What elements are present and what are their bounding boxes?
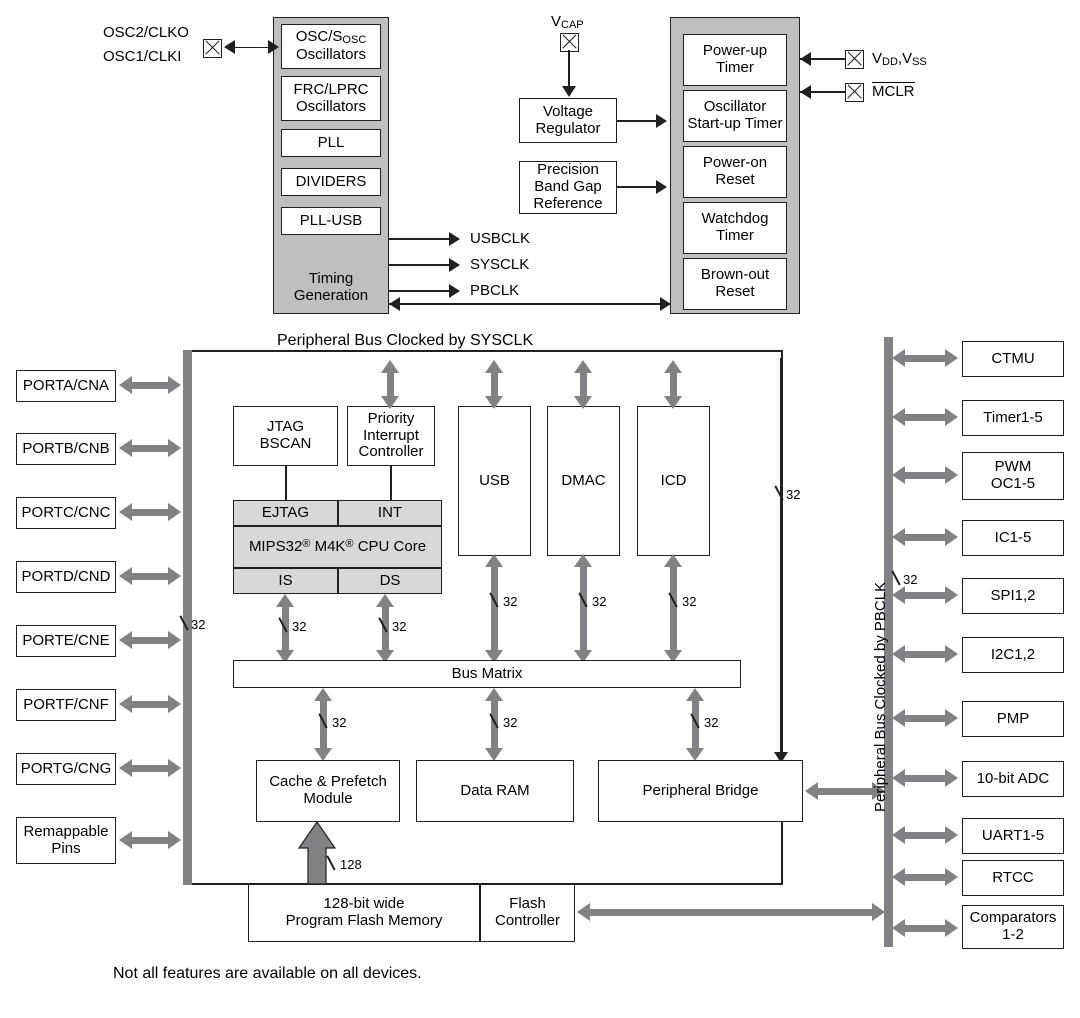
vdd-vss-label: VDD,VSS (872, 50, 927, 68)
pll-block (281, 129, 381, 157)
comparators-arrow-left (892, 919, 905, 937)
dmac-label: DMAC (561, 471, 606, 489)
icd-width-label: 32 (682, 594, 697, 609)
osc-sosc-oscillators-block (281, 24, 381, 69)
pic-top-arrow-down (381, 396, 399, 409)
icd-label: ICD (660, 471, 687, 489)
dividers-label: DIVIDERS (295, 172, 367, 190)
vdd-vss-pin (845, 50, 864, 69)
jtag-bscan-label: JTAG BSCAN (259, 418, 312, 452)
icd-arrow-up (664, 554, 682, 567)
timer-arrow-left (892, 408, 905, 426)
power-on-reset-block (683, 146, 787, 198)
peripheral-label: CTMU (991, 349, 1035, 367)
bandgap-reference-label: Precision Band Gap Reference (533, 161, 603, 212)
pmp-arrow-right (945, 709, 958, 727)
dmac-width-label: 32 (592, 594, 607, 609)
porta-arrow-left (119, 376, 132, 394)
pbclk-width-label: 32 (903, 572, 918, 587)
pbclk-line (389, 290, 451, 292)
flash-controller-block (480, 884, 575, 942)
cache-arrow-up (314, 688, 332, 701)
usb-top-arrow-up (485, 360, 503, 373)
spi-arrow-right (945, 586, 958, 604)
pwm-bus (903, 472, 947, 479)
cache-prefetch-label: Cache & Prefetch Module (269, 773, 387, 807)
osc1-clki-label: OSC1/CLKI (103, 48, 182, 65)
dataram-width-label: 32 (503, 715, 518, 730)
dmac-block (547, 406, 620, 556)
cpu-core-label: MIPS32® M4K® CPU Core (248, 538, 427, 556)
uart-arrow-right (945, 826, 958, 844)
peripheral-timer1-5 (962, 400, 1064, 436)
bus-matrix-block (233, 660, 741, 688)
right-branch-width-label: 32 (786, 487, 801, 502)
footnote: Not all features are available on all devices. (113, 965, 422, 982)
ctmu-bus (903, 355, 947, 362)
portg-arrow-left (119, 759, 132, 777)
priority-interrupt-controller-block (347, 406, 435, 466)
ds-width-label: 32 (392, 619, 407, 634)
bridge-arrow-up (686, 688, 704, 701)
port-portb-cnb (16, 433, 116, 465)
adc-arrow-left (892, 769, 905, 787)
timing-reset-arrow-left (389, 297, 400, 311)
portd-arrow-right (168, 567, 181, 585)
icd-top-arrow-down (664, 396, 682, 409)
peripheral-label: Timer1-5 (983, 408, 1043, 426)
oscillator-startup-timer-label: Oscillator Start-up Timer (687, 98, 783, 132)
is-width-label: 32 (292, 619, 307, 634)
i2c-bus (903, 651, 947, 658)
peripheral-label: I2C1,2 (990, 645, 1036, 663)
adc-bus (903, 775, 947, 782)
portc-bus (130, 509, 170, 516)
flash-controller-label: Flash Controller (494, 895, 561, 929)
regulator-link-line (617, 120, 660, 122)
ds-label: DS (379, 571, 401, 589)
peripheral-pmp (962, 701, 1064, 737)
peripheral-pwm-oc1-5 (962, 452, 1064, 500)
usb-width-label: 32 (503, 594, 518, 609)
brown-out-reset-block (683, 258, 787, 310)
peripheral-spi1-2 (962, 578, 1064, 614)
sysclk-arrow (449, 258, 460, 272)
sysclk-line (389, 264, 451, 266)
oscillator-startup-timer-block (683, 90, 787, 142)
bus-matrix-label: Bus Matrix (451, 664, 523, 682)
dmac-top-arrow-down (574, 396, 592, 409)
dmac-top-arrow-up (574, 360, 592, 373)
pbclk-arrow (449, 284, 460, 298)
brown-out-reset-label: Brown-out Reset (700, 266, 770, 300)
mclr-pin (845, 83, 864, 102)
peripheral-rtcc (962, 860, 1064, 896)
peripheral-comparators (962, 905, 1064, 949)
portf-arrow-right (168, 695, 181, 713)
usb-label: USB (479, 471, 510, 489)
remappable-bus (130, 837, 170, 844)
usbclk-label: USBCLK (470, 230, 531, 247)
comparators-bus (903, 925, 947, 932)
peripheral-label: Comparators 1-2 (969, 909, 1057, 943)
peripheral-label: IC1-5 (994, 528, 1032, 546)
peripheral-label: 10-bit ADC (976, 769, 1050, 787)
is-block (233, 568, 338, 594)
port-label: PORTA/CNA (22, 376, 110, 394)
program-flash-memory-block (248, 884, 480, 942)
peripheral-uart1-5 (962, 818, 1064, 854)
port-label: PORTC/CNC (21, 503, 111, 521)
peripheral-label: UART1-5 (981, 826, 1045, 844)
watchdog-timer-block (683, 202, 787, 254)
bandgap-reference-block (519, 161, 617, 214)
usbclk-arrow (449, 232, 460, 246)
ctmu-arrow-left (892, 349, 905, 367)
osc-connector-line (232, 47, 272, 49)
portc-arrow-right (168, 503, 181, 521)
bridge-pbclk-arrow-left (805, 782, 818, 800)
peripheral-bridge-block (598, 760, 803, 822)
power-on-reset-label: Power-on Reset (702, 154, 768, 188)
pic-top-arrow-up (381, 360, 399, 373)
usb-bus (491, 562, 498, 654)
bridge-pbclk-bus (816, 788, 878, 795)
ic-arrow-right (945, 528, 958, 546)
port-porta-cna (16, 370, 116, 402)
dmac-bus (580, 562, 587, 654)
usb-arrow-up (485, 554, 503, 567)
sysclk-label: SYSCLK (470, 256, 530, 273)
portd-bus (130, 573, 170, 580)
timing-generation-label: Timing Generation (293, 270, 369, 305)
port-label: PORTB/CNB (22, 439, 110, 457)
ds-block (338, 568, 442, 594)
port-portf-cnf (16, 689, 116, 721)
port-portd-cnd (16, 561, 116, 593)
rtcc-bus (903, 874, 947, 881)
adc-arrow-right (945, 769, 958, 787)
portf-bus (130, 701, 170, 708)
jtag-ejtag-line (285, 466, 287, 500)
program-flash-memory-label: 128-bit wide Program Flash Memory (285, 895, 443, 929)
timer-bus (903, 414, 947, 421)
bridge-width-label: 32 (704, 715, 719, 730)
ic-arrow-left (892, 528, 905, 546)
pwm-arrow-right (945, 466, 958, 484)
spi-arrow-left (892, 586, 905, 604)
port-label: PORTD/CND (21, 567, 111, 585)
frc-lprc-oscillators-block (281, 76, 381, 121)
power-up-timer-label: Power-up Timer (702, 42, 768, 76)
portb-arrow-left (119, 439, 132, 457)
osc-arrow-right (268, 40, 279, 54)
pmp-bus (903, 715, 947, 722)
portf-arrow-left (119, 695, 132, 713)
peripheral-bridge-label: Peripheral Bridge (642, 781, 759, 799)
frc-lprc-label: FRC/LPRC Oscillators (293, 80, 369, 115)
icd-block (637, 406, 710, 556)
pwm-arrow-left (892, 466, 905, 484)
portg-bus (130, 765, 170, 772)
porte-bus (130, 637, 170, 644)
regulator-arrow (656, 114, 667, 128)
ctmu-arrow-right (945, 349, 958, 367)
vcap-line (568, 50, 570, 90)
voltage-regulator-label: Voltage Regulator (535, 102, 601, 137)
dmac-arrow-up (574, 554, 592, 567)
peripheral-label: RTCC (992, 868, 1034, 886)
vdd-arrow (800, 52, 811, 66)
portd-arrow-left (119, 567, 132, 585)
osc-arrow-left (224, 40, 235, 54)
port-label: PORTF/CNF (23, 695, 109, 713)
flash-cache-128-arrow (295, 822, 355, 884)
remappable-arrow-right (168, 831, 181, 849)
watchdog-timer-label: Watchdog Timer (701, 210, 769, 244)
portg-arrow-right (168, 759, 181, 777)
vcap-label: VCAP (551, 13, 584, 31)
peripheral-adc (962, 761, 1064, 797)
cache-width-label: 32 (332, 715, 347, 730)
porte-arrow-right (168, 631, 181, 649)
dividers-block (281, 168, 381, 196)
jtag-bscan-block (233, 406, 338, 466)
i2c-arrow-right (945, 645, 958, 663)
data-ram-label: Data RAM (460, 781, 530, 799)
ejtag-label: EJTAG (261, 503, 310, 521)
port-porte-cne (16, 625, 116, 657)
i2c-arrow-left (892, 645, 905, 663)
int-label: INT (377, 503, 403, 521)
portb-arrow-right (168, 439, 181, 457)
peripheral-label: PWM OC1-5 (990, 458, 1036, 492)
comparators-arrow-right (945, 919, 958, 937)
icd-bus (670, 562, 677, 654)
mclr-label: MCLR (872, 83, 915, 100)
peripheral-label: PMP (996, 709, 1030, 727)
dataram-arrow-up (485, 688, 503, 701)
pll-label: PLL (317, 133, 345, 151)
cache-prefetch-module-block (256, 760, 400, 822)
is-arrow-up (276, 594, 294, 607)
osc2-clko-label: OSC2/CLKO (103, 24, 189, 41)
port-label: PORTG/CNG (20, 759, 112, 777)
pll-usb-label: PLL-USB (299, 211, 363, 229)
uart-arrow-left (892, 826, 905, 844)
sysclk-bus-caption: Peripheral Bus Clocked by SYSCLK (277, 332, 534, 349)
porte-arrow-left (119, 631, 132, 649)
data-ram-block (416, 760, 574, 822)
ejtag-block (233, 500, 338, 526)
ic-bus (903, 534, 947, 541)
voltage-regulator-block (519, 98, 617, 143)
porta-arrow-right (168, 376, 181, 394)
bandgap-link-line (617, 186, 660, 188)
porta-bus (130, 382, 170, 389)
pbclk-bus-caption: Peripheral Bus Clocked by PBCLK (872, 581, 889, 812)
portb-bus (130, 445, 170, 452)
peripheral-label: SPI1,2 (990, 586, 1036, 604)
bandgap-arrow (656, 180, 667, 194)
port-label: Remappable Pins (23, 822, 109, 857)
priority-interrupt-controller-label: Priority Interrupt Controller (358, 409, 424, 461)
usb-top-arrow-down (485, 396, 503, 409)
mclr-arrow (800, 85, 811, 99)
flash-width-label: 128 (340, 857, 362, 872)
ds-arrow-up (376, 594, 394, 607)
remappable-arrow-left (119, 831, 132, 849)
pll-usb-block (281, 207, 381, 235)
pmp-arrow-left (892, 709, 905, 727)
timer-arrow-right (945, 408, 958, 426)
vcap-arrow-down (562, 86, 576, 97)
osc-sosc-label: OSC/SOSC Oscillators (295, 28, 367, 63)
timing-reset-link-line (389, 303, 670, 305)
portc-arrow-left (119, 503, 132, 521)
usbclk-line (389, 238, 451, 240)
spi-bus (903, 592, 947, 599)
port-remappable-pins (16, 817, 116, 864)
power-up-timer-block (683, 34, 787, 86)
peripheral-i2c1-2 (962, 637, 1064, 673)
cpu-core-block (233, 526, 442, 568)
left-bus-width-label: 32 (191, 617, 206, 632)
peripheral-ic1-5 (962, 520, 1064, 556)
peripheral-ctmu (962, 341, 1064, 377)
sysclk-right-branch-v (780, 358, 782, 758)
pic-int-line (390, 466, 392, 500)
port-portc-cnc (16, 497, 116, 529)
is-label: IS (278, 571, 293, 589)
int-block (338, 500, 442, 526)
port-label: PORTE/CNE (22, 631, 110, 649)
flash-pbclk-arrow-left (577, 903, 590, 921)
uart-bus (903, 832, 947, 839)
osc-pin (203, 39, 222, 58)
port-portg-cng (16, 753, 116, 785)
rtcc-arrow-left (892, 868, 905, 886)
pbclk-label: PBCLK (470, 282, 520, 299)
usb-block (458, 406, 531, 556)
flash-pbclk-bus (588, 909, 878, 916)
icd-top-arrow-up (664, 360, 682, 373)
rtcc-arrow-right (945, 868, 958, 886)
